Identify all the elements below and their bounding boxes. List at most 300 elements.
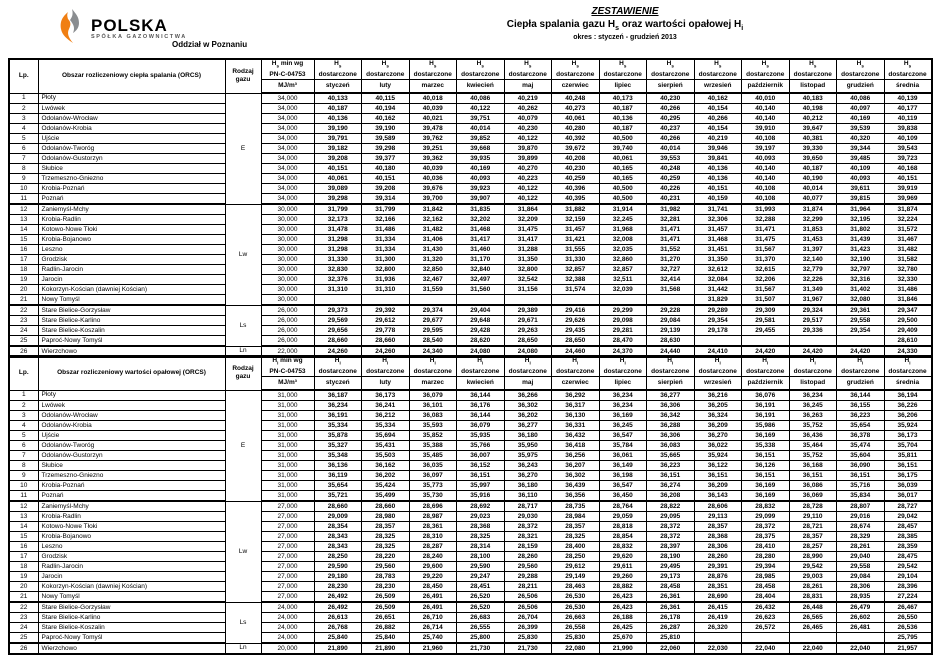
month-value-6: 31,882 xyxy=(552,204,600,215)
month-value-7: 32,860 xyxy=(599,255,647,265)
month-value-5: 29,389 xyxy=(504,305,552,316)
month-value-10: 40,140 xyxy=(742,104,790,114)
month-value-10: 36,151 xyxy=(742,471,790,481)
month-value-3: 31,482 xyxy=(409,225,457,235)
month-value-11: 39,647 xyxy=(789,124,837,134)
row-number: 22 xyxy=(9,602,38,613)
month-value-12: 36,144 xyxy=(837,390,885,401)
row-number: 3 xyxy=(9,114,38,124)
month-value-4: 24,080 xyxy=(457,346,505,357)
month-value-9: 40,154 xyxy=(694,124,742,134)
min-value: 30,000 xyxy=(261,204,314,215)
row-number: 17 xyxy=(9,255,38,265)
month-value-5: 36,270 xyxy=(504,471,552,481)
min-value: 30,000 xyxy=(261,245,314,255)
month-value-3: 26,491 xyxy=(409,592,457,603)
month-value-2: 24,260 xyxy=(362,346,410,357)
month-value-4: 36,144 xyxy=(457,411,505,421)
month-value-5: 36,180 xyxy=(504,481,552,491)
row-number: 24 xyxy=(9,326,38,336)
month-value-6: 28,357 xyxy=(552,522,600,532)
month-value-4: 31,417 xyxy=(457,235,505,245)
table-row xyxy=(9,184,932,194)
month-value-6: 36,302 xyxy=(552,471,600,481)
month-value-8: 29,228 xyxy=(647,305,695,316)
month-value-10: 40,108 xyxy=(742,134,790,144)
month-value-7: 28,764 xyxy=(599,501,647,512)
month-value-10: 36,076 xyxy=(742,390,790,401)
month-value-2: 39,377 xyxy=(362,154,410,164)
month-value-13: 26,550 xyxy=(884,613,932,623)
month-value-4: 29,247 xyxy=(457,572,505,582)
col-header-month-5: $H_i$ dostarczone xyxy=(504,356,552,377)
month-value-8: 35,665 xyxy=(647,451,695,461)
month-value-4: 26,555 xyxy=(457,623,505,633)
month-value-10: 40,108 xyxy=(742,194,790,205)
month-value-7: 32,035 xyxy=(599,245,647,255)
month-value-6: 28,400 xyxy=(552,542,600,552)
month-value-6: 24,460 xyxy=(552,346,600,357)
month-value-3: 31,406 xyxy=(409,235,457,245)
month-value-13: 40,177 xyxy=(884,104,932,114)
month-value-10: 31,567 xyxy=(742,245,790,255)
min-value: 27,000 xyxy=(261,562,314,572)
row-number: 14 xyxy=(9,225,38,235)
month-value-3: 28,450 xyxy=(409,582,457,592)
month-value-9: 32,084 xyxy=(694,275,742,285)
month-value-5: 24,080 xyxy=(504,346,552,357)
month-value-1: 32,173 xyxy=(314,215,362,225)
min-value: 31,000 xyxy=(261,390,314,401)
col-header-month-6: $H_s$ dostarczone xyxy=(552,59,600,80)
month-value-13: 36,039 xyxy=(884,481,932,491)
month-value-4: 28,325 xyxy=(457,532,505,542)
month-value-4: 39,751 xyxy=(457,114,505,124)
month-value-13: 32,330 xyxy=(884,275,932,285)
month-value-5: 28,650 xyxy=(504,336,552,347)
table-row xyxy=(9,215,932,225)
month-value-9: 32,612 xyxy=(694,265,742,275)
month-value-1: 29,009 xyxy=(314,512,362,522)
month-value-9: 36,205 xyxy=(694,401,742,411)
month-value-3: 29,677 xyxy=(409,316,457,326)
month-value-12: 22,040 xyxy=(837,643,885,654)
area-name: Odolanów-Krobia xyxy=(38,421,225,431)
month-value-1: 28,660 xyxy=(314,336,362,347)
month-value-10: 36,151 xyxy=(742,451,790,461)
month-value-1: 35,878 xyxy=(314,431,362,441)
row-number: 4 xyxy=(9,124,38,134)
month-value-12 xyxy=(837,633,885,644)
month-value-1: 39,190 xyxy=(314,124,362,134)
month-value-3: 32,467 xyxy=(409,275,457,285)
month-value-1: 35,654 xyxy=(314,481,362,491)
month-value-13: 36,206 xyxy=(884,411,932,421)
table-row xyxy=(9,401,932,411)
month-value-11: 29,336 xyxy=(789,326,837,336)
min-value: 31,000 xyxy=(261,491,314,502)
month-value-4: 36,151 xyxy=(457,471,505,481)
month-value-4: 26,683 xyxy=(457,613,505,623)
month-value-8: 32,414 xyxy=(647,275,695,285)
month-value-10: 31,471 xyxy=(742,225,790,235)
min-value: 34,000 xyxy=(261,124,314,134)
month-value-12: 26,481 xyxy=(837,623,885,633)
month-value-9: 31,468 xyxy=(694,235,742,245)
month-value-1: 32,376 xyxy=(314,275,362,285)
table-row xyxy=(9,104,932,114)
month-value-5: 31,864 xyxy=(504,204,552,215)
month-value-3: 31,559 xyxy=(409,285,457,295)
month-value-13: 21,957 xyxy=(884,643,932,654)
month-value-5: 32,209 xyxy=(504,215,552,225)
row-number: 23 xyxy=(9,613,38,623)
month-value-10: 22,040 xyxy=(742,643,790,654)
month-value-2: 39,298 xyxy=(362,144,410,154)
month-value-13: 29,500 xyxy=(884,316,932,326)
month-value-1: 36,136 xyxy=(314,461,362,471)
min-value: 34,000 xyxy=(261,194,314,205)
col-header-month-name-10: październik xyxy=(742,80,790,94)
month-value-6: 36,356 xyxy=(552,491,600,502)
company-logo xyxy=(55,8,187,49)
month-value-11 xyxy=(789,336,837,347)
col-header-month-7: $H_i$ dostarczone xyxy=(599,356,647,377)
table-row xyxy=(9,592,932,603)
min-value: 34,000 xyxy=(261,164,314,174)
area-name: Odolanów-Gustorzyn xyxy=(38,451,225,461)
table-row xyxy=(9,194,932,205)
month-value-11: 29,110 xyxy=(789,512,837,522)
col-header-month-name-5: maj xyxy=(504,377,552,391)
month-value-6: 31,574 xyxy=(552,285,600,295)
month-value-1: 26,492 xyxy=(314,602,362,613)
table-row xyxy=(9,124,932,134)
month-value-9: 24,410 xyxy=(694,346,742,357)
table-row xyxy=(9,144,932,154)
col-header-month-name-10: październik xyxy=(742,377,790,391)
table-row xyxy=(9,164,932,174)
row-number: 9 xyxy=(9,174,38,184)
branch-name: Oddział w Poznaniu xyxy=(172,40,248,49)
row-number: 22 xyxy=(9,305,38,316)
month-value-13: 39,723 xyxy=(884,154,932,164)
month-value-10: 36,191 xyxy=(742,401,790,411)
month-value-6: 29,149 xyxy=(552,572,600,582)
month-value-10: 29,309 xyxy=(742,305,790,316)
area-name: Odolanów-Wrocław xyxy=(38,114,225,124)
col-header-month-9: $H_s$ dostarczone xyxy=(694,59,742,80)
month-value-1: 28,343 xyxy=(314,532,362,542)
table-row xyxy=(9,633,932,644)
area-name: Krobia-Poznań xyxy=(38,481,225,491)
month-value-4: 32,497 xyxy=(457,275,505,285)
month-value-12: 29,016 xyxy=(837,512,885,522)
area-name: Ujście xyxy=(38,134,225,144)
month-value-11: 29,003 xyxy=(789,572,837,582)
month-value-12: 29,354 xyxy=(837,326,885,336)
month-value-2: 26,509 xyxy=(362,592,410,603)
area-name: Radlin-Jarocin xyxy=(38,265,225,275)
month-value-9: 26,415 xyxy=(694,602,742,613)
month-value-2: 40,151 xyxy=(362,174,410,184)
month-value-1: 29,180 xyxy=(314,572,362,582)
month-value-13: 36,017 xyxy=(884,491,932,502)
min-value: 27,000 xyxy=(261,572,314,582)
month-value-5: 29,263 xyxy=(504,326,552,336)
month-value-10: 35,986 xyxy=(742,421,790,431)
month-value-4: 29,648 xyxy=(457,316,505,326)
month-value-3: 28,310 xyxy=(409,532,457,542)
month-value-3: 39,676 xyxy=(409,184,457,194)
month-value-11: 28,257 xyxy=(789,542,837,552)
table-row xyxy=(9,326,932,336)
month-value-5: 31,288 xyxy=(504,245,552,255)
row-number: 26 xyxy=(9,643,38,654)
month-value-8: 28,372 xyxy=(647,532,695,542)
month-value-11: 32,299 xyxy=(789,215,837,225)
col-header-month-name-4: kwiecień xyxy=(457,80,505,94)
month-value-5: 29,030 xyxy=(504,512,552,522)
month-value-8: 28,372 xyxy=(647,522,695,532)
month-value-2: 36,162 xyxy=(362,461,410,471)
month-value-5: 28,717 xyxy=(504,501,552,512)
table-row xyxy=(9,134,932,144)
month-value-8: 36,277 xyxy=(647,390,695,401)
logo-subtitle-text: SPÓŁKA GAZOWNICTWA xyxy=(91,33,187,40)
col-header-month-9: $H_i$ dostarczone xyxy=(694,356,742,377)
row-number: 1 xyxy=(9,93,38,104)
area-name: Zaniemyśl-Mchy xyxy=(38,501,225,512)
month-value-11: 26,448 xyxy=(789,602,837,613)
month-value-1: 26,492 xyxy=(314,592,362,603)
month-value-12: 24,420 xyxy=(837,346,885,357)
min-value: 30,000 xyxy=(261,285,314,295)
gas-type: E xyxy=(225,390,261,501)
row-number: 18 xyxy=(9,265,38,275)
month-value-5: 21,730 xyxy=(504,643,552,654)
month-value-8: 40,266 xyxy=(647,104,695,114)
month-value-11: 28,357 xyxy=(789,532,837,542)
row-number: 7 xyxy=(9,451,38,461)
col-header-min: $H_s$ min wg PN-C-04753 xyxy=(261,59,314,80)
month-value-5: 36,277 xyxy=(504,421,552,431)
area-name: Paproć-Nowy Tomyśl xyxy=(38,336,225,347)
col-header-gas: Rodzaj gazu xyxy=(225,356,261,390)
month-value-13: 35,704 xyxy=(884,441,932,451)
month-value-10: 26,623 xyxy=(742,613,790,623)
month-value-5: 36,180 xyxy=(504,431,552,441)
month-value-9: 40,159 xyxy=(694,194,742,205)
month-value-11: 31,453 xyxy=(789,235,837,245)
row-number: 12 xyxy=(9,501,38,512)
month-value-5: 26,704 xyxy=(504,613,552,623)
row-number: 25 xyxy=(9,336,38,347)
row-number: 15 xyxy=(9,235,38,245)
month-value-9: 28,368 xyxy=(694,532,742,542)
month-value-3: 40,018 xyxy=(409,93,457,104)
row-number: 3 xyxy=(9,411,38,421)
table-row xyxy=(9,204,932,215)
col-header-month-8: $H_i$ dostarczone xyxy=(647,356,695,377)
month-value-12: 35,474 xyxy=(837,441,885,451)
month-value-4: 28,100 xyxy=(457,552,505,562)
month-value-10: 29,394 xyxy=(742,562,790,572)
month-value-10: 31,507 xyxy=(742,295,790,306)
min-value: 30,000 xyxy=(261,225,314,235)
month-value-8: 29,084 xyxy=(647,316,695,326)
month-value-6: 40,392 xyxy=(552,134,600,144)
row-number: 11 xyxy=(9,491,38,502)
month-value-12: 28,674 xyxy=(837,522,885,532)
month-value-8: 28,630 xyxy=(647,336,695,347)
month-value-2: 35,499 xyxy=(362,491,410,502)
area-name: Odolanów-Krobia xyxy=(38,124,225,134)
month-value-6: 40,230 xyxy=(552,164,600,174)
month-value-4: 31,460 xyxy=(457,245,505,255)
month-value-11: 40,381 xyxy=(789,134,837,144)
min-value: 27,000 xyxy=(261,582,314,592)
month-value-7: 29,620 xyxy=(599,552,647,562)
month-value-1: 24,260 xyxy=(314,346,362,357)
month-value-2: 28,980 xyxy=(362,512,410,522)
gas-type: Ls xyxy=(225,305,261,346)
month-value-4: 29,428 xyxy=(457,326,505,336)
month-value-13: 36,151 xyxy=(884,461,932,471)
month-value-5: 36,202 xyxy=(504,411,552,421)
table-row xyxy=(9,275,932,285)
area-name: Wierzchowo xyxy=(38,643,225,654)
month-value-5: 29,671 xyxy=(504,316,552,326)
month-value-12: 32,080 xyxy=(837,295,885,306)
min-value: 34,000 xyxy=(261,114,314,124)
min-value: 22,000 xyxy=(261,346,314,357)
gas-type: Ln xyxy=(225,346,261,357)
month-value-11: 29,324 xyxy=(789,305,837,316)
min-value: 27,000 xyxy=(261,501,314,512)
min-value: 31,000 xyxy=(261,431,314,441)
month-value-13: 32,780 xyxy=(884,265,932,275)
month-value-9: 29,354 xyxy=(694,316,742,326)
month-value-6: 26,663 xyxy=(552,613,600,623)
col-header-month-1: $H_s$ dostarczone xyxy=(314,59,362,80)
month-value-5: 26,506 xyxy=(504,602,552,613)
month-value-5: 40,079 xyxy=(504,114,552,124)
month-value-6: 36,331 xyxy=(552,421,600,431)
month-value-2: 36,241 xyxy=(362,401,410,411)
month-value-5: 40,230 xyxy=(504,124,552,134)
month-value-1: 36,187 xyxy=(314,390,362,401)
month-value-9: 28,606 xyxy=(694,501,742,512)
month-value-2: 35,431 xyxy=(362,441,410,451)
month-value-9: 31,451 xyxy=(694,245,742,255)
month-value-7: 40,173 xyxy=(599,93,647,104)
month-value-10: 35,338 xyxy=(742,441,790,451)
month-value-6: 40,396 xyxy=(552,184,600,194)
month-value-3: 25,740 xyxy=(409,633,457,644)
area-name: Grodzisk xyxy=(38,255,225,265)
min-value: 30,000 xyxy=(261,255,314,265)
col-header-month-name-6: czerwiec xyxy=(552,80,600,94)
month-value-6: 40,280 xyxy=(552,124,600,134)
area-name: Krobia-Poznań xyxy=(38,184,225,194)
table-row xyxy=(9,613,932,623)
month-value-10: 36,169 xyxy=(742,481,790,491)
row-number: 23 xyxy=(9,316,38,326)
min-value: 27,000 xyxy=(261,512,314,522)
min-value: 26,000 xyxy=(261,326,314,336)
month-value-9: 40,151 xyxy=(694,184,742,194)
table-row xyxy=(9,411,932,421)
month-value-7: 26,188 xyxy=(599,613,647,623)
month-value-6: 28,650 xyxy=(552,336,600,347)
month-value-2: 35,694 xyxy=(362,431,410,441)
month-value-11: 40,014 xyxy=(789,184,837,194)
month-value-7: 36,245 xyxy=(599,421,647,431)
area-name: Stare Bielice-Karlino xyxy=(38,316,225,326)
col-header-month-name-9: wrzesień xyxy=(694,377,742,391)
table-row xyxy=(9,461,932,471)
month-value-2: 35,334 xyxy=(362,421,410,431)
month-value-11: 36,263 xyxy=(789,411,837,421)
hi-table xyxy=(8,355,933,655)
month-value-9: 40,219 xyxy=(694,134,742,144)
month-value-1: 35,334 xyxy=(314,421,362,431)
month-value-3: 36,079 xyxy=(409,390,457,401)
month-value-8: 40,231 xyxy=(647,194,695,205)
table-row xyxy=(9,552,932,562)
month-value-7: 36,149 xyxy=(599,461,647,471)
month-value-6: 29,435 xyxy=(552,326,600,336)
month-value-9: 26,320 xyxy=(694,623,742,633)
month-value-3: 36,083 xyxy=(409,411,457,421)
col-header-month-name-6: czerwiec xyxy=(552,377,600,391)
month-value-5: 28,372 xyxy=(504,522,552,532)
month-value-8: 26,178 xyxy=(647,613,695,623)
month-value-9: 31,350 xyxy=(694,255,742,265)
month-value-13: 40,168 xyxy=(884,164,932,174)
month-value-12: 29,040 xyxy=(837,552,885,562)
min-value: 27,000 xyxy=(261,592,314,603)
month-value-13: 25,795 xyxy=(884,633,932,644)
month-value-8: 36,306 xyxy=(647,401,695,411)
col-header-gas: Rodzaj gazu xyxy=(225,59,261,93)
month-value-6: 28,250 xyxy=(552,552,600,562)
month-value-5: 32,542 xyxy=(504,275,552,285)
month-value-12: 35,716 xyxy=(837,481,885,491)
month-value-2: 31,486 xyxy=(362,225,410,235)
month-value-8: 32,281 xyxy=(647,215,695,225)
month-value-5: 35,975 xyxy=(504,451,552,461)
month-value-13: 36,194 xyxy=(884,390,932,401)
month-value-9: 32,306 xyxy=(694,215,742,225)
month-value-1: 39,208 xyxy=(314,154,362,164)
col-header-month-name-7: lipiec xyxy=(599,80,647,94)
area-name: Grodzisk xyxy=(38,552,225,562)
table-row xyxy=(9,481,932,491)
min-value: 31,000 xyxy=(261,441,314,451)
month-value-3: 36,101 xyxy=(409,401,457,411)
hs-table xyxy=(8,58,933,358)
col-header-min: $H_i$ min wg PN-C-04753 xyxy=(261,356,314,377)
month-value-12: 28,261 xyxy=(837,542,885,552)
month-value-1: 29,373 xyxy=(314,305,362,316)
row-number: 8 xyxy=(9,164,38,174)
month-value-10: 40,093 xyxy=(742,154,790,164)
min-value: 34,000 xyxy=(261,93,314,104)
month-value-6: 32,159 xyxy=(552,215,600,225)
month-value-9: 28,260 xyxy=(694,552,742,562)
